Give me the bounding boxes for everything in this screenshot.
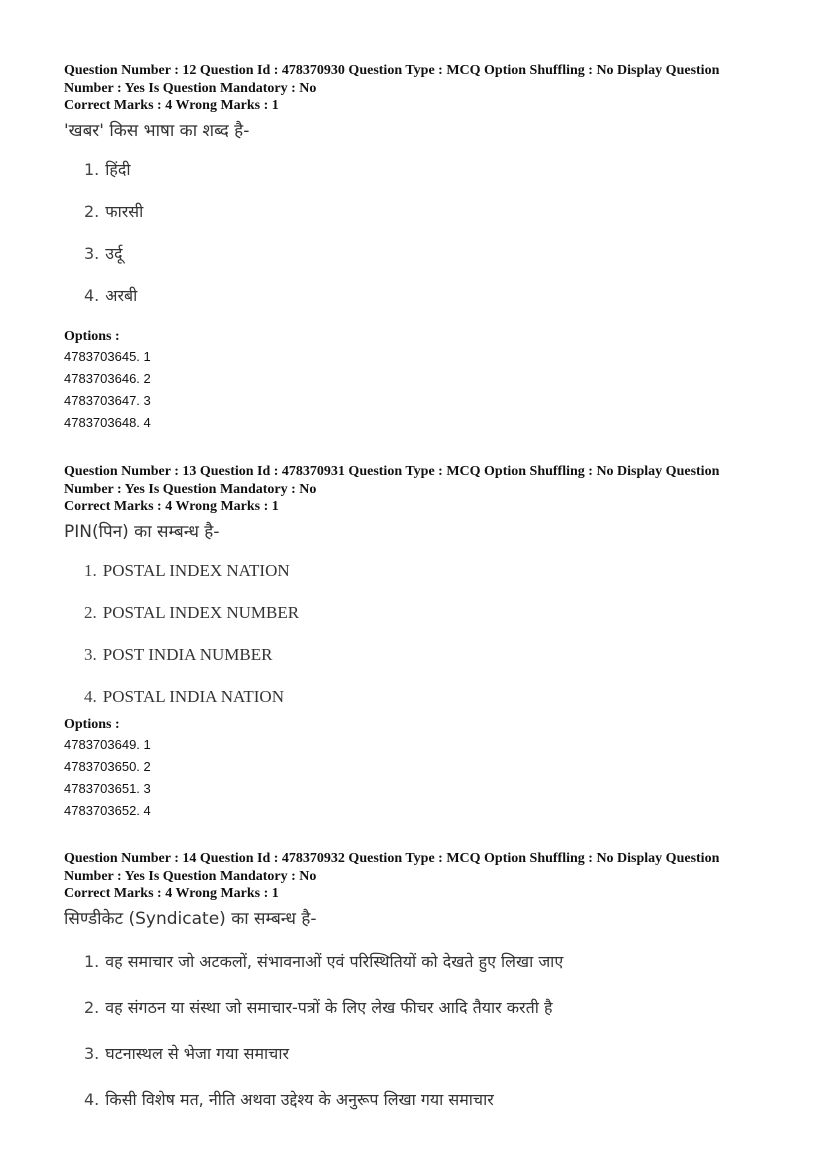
question-marks: Correct Marks : 4 Wrong Marks : 1 [64,98,279,113]
choice-number: 1. [84,159,100,179]
options-block-13 [64,716,764,822]
option-id: 4783703647. 3 [64,393,151,408]
question-meta-line2: Number : Yes Is Question Mandatory : No [64,481,317,497]
choice-label: POSTAL INDEX NATION [102,560,290,580]
option-id: 4783703652. 4 [64,803,151,818]
choice-number: 3. [84,1043,100,1063]
choice-item [84,1031,764,1077]
choice-number: 2. [84,997,100,1017]
question-block-12 [64,62,764,317]
question-marks: Correct Marks : 4 Wrong Marks : 1 [64,499,279,514]
choice-number: 4. [84,285,100,305]
choice-label: अरबी [105,285,138,305]
choice-list [64,550,764,718]
option-id: 4783703646. 2 [64,371,151,386]
option-id: 4783703645. 1 [64,349,151,364]
question-meta-line1: Question Number : 13 Question Id : 478370931 Question Type : MCQ Option Shuffling : No Display Question [64,464,720,479]
choice-number: 1. [84,560,97,580]
question-meta-line2: Number : Yes Is Question Mandatory : No [64,80,317,96]
options-title: Options : [64,329,120,344]
question-meta-line2: Number : Yes Is Question Mandatory : No [64,868,317,884]
choice-item [84,676,764,718]
question-meta-line1: Question Number : 12 Question Id : 478370930 Question Type : MCQ Option Shuffling : No Display Question [64,63,720,78]
choice-label: POSTAL INDEX NUMBER [102,602,300,622]
choice-list [64,939,764,1123]
choice-label: घटनास्थल से भेजा गया समाचार [105,1043,290,1063]
question-text: 'खबर' किस भाषा का शब्द है- [64,120,250,141]
choice-item [84,1077,764,1123]
choice-number: 2. [84,602,97,622]
question-marks: Correct Marks : 4 Wrong Marks : 1 [64,886,279,901]
options-title: Options : [64,717,120,732]
choice-label: हिंदी [105,159,131,179]
choice-label: वह संगठन या संस्था जो समाचार-पत्रों के लिए लेख फीचर आदि तैयार करती है [105,997,553,1017]
choice-number: 2. [84,201,100,221]
question-meta-line1: Question Number : 14 Question Id : 478370932 Question Type : MCQ Option Shuffling : No Display Question [64,851,720,866]
option-id: 4783703650. 2 [64,759,151,774]
option-id: 4783703648. 4 [64,415,151,430]
question-block-13 [64,463,764,718]
choice-label: POST INDIA NUMBER [102,644,273,664]
option-id: 4783703649. 1 [64,737,151,752]
choice-label: फारसी [105,201,144,221]
choice-number: 4. [84,1089,100,1109]
option-id: 4783703651. 3 [64,781,151,796]
choice-label: किसी विशेष मत, नीति अथवा उद्देश्य के अनुरूप लिखा गया समाचार [105,1089,494,1109]
choice-item [84,233,764,275]
choice-label: POSTAL INDIA NATION [102,686,284,706]
choice-number: 3. [84,243,100,263]
choice-item [84,985,764,1031]
question-text: PIN(पिन) का सम्बन्ध है- [64,521,220,542]
question-block-14 [64,850,764,1123]
choice-list [64,149,764,317]
choice-item [84,149,764,191]
choice-item [84,939,764,985]
options-block-12 [64,328,764,434]
choice-number: 3. [84,644,97,664]
choice-label: उर्दू [105,243,123,263]
choice-item [84,634,764,676]
choice-item [84,550,764,592]
choice-number: 1. [84,951,100,971]
question-text: सिण्डीकेट (Syndicate) का सम्बन्ध है- [64,908,317,929]
choice-item [84,275,764,317]
choice-number: 4. [84,686,97,706]
choice-item [84,592,764,634]
choice-label: वह समाचार जो अटकलों, संभावनाओं एवं परिस्थितियों को देखते हुए लिखा जाए [105,951,564,971]
choice-item [84,191,764,233]
